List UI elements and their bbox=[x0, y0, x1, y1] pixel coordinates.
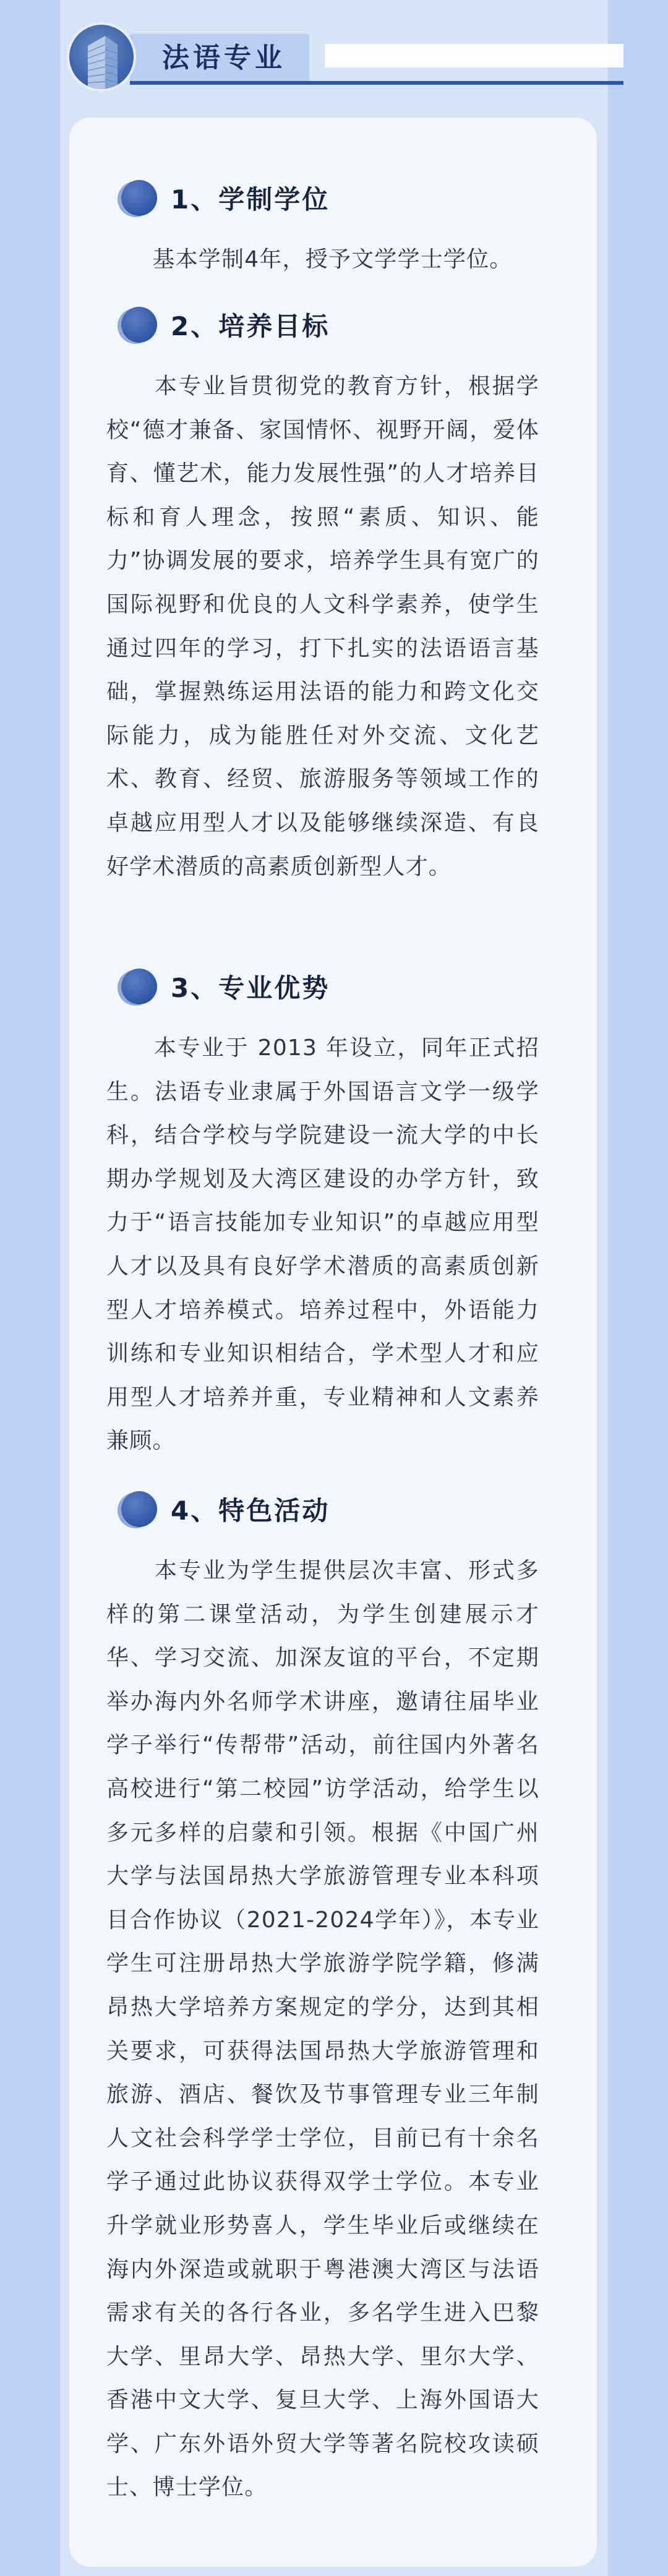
circle-bullet-icon bbox=[121, 307, 157, 343]
circle-bullet-icon bbox=[121, 1491, 157, 1527]
section-heading-3 bbox=[121, 965, 330, 1008]
section-title: 1、学制学位 bbox=[171, 184, 330, 215]
section-heading-4 bbox=[121, 1487, 330, 1531]
circle-bullet-icon bbox=[121, 969, 157, 1004]
section-body-2: 本专业旨贯彻党的教育方针，根据学校“德才兼备、家国情怀、视野开阔，爱体育、懂艺术，能力发展性强”的人才培养目标和育人理念，按照“素质、知识、能力”协调发展的要求，培养学生具有宽广的国际视野和优良的人文科学素养，使学生通过四年的学习，打下扎实的法语语言基础，掌握熟练运用法语的能力和跨文化交际能力，成为能胜任对外交流、文化艺术、教育、经贸、旅游服务等领域工作的卓越应用型人才以及能够继续深造、有良好学术潜质的高素质创新型人才。 bbox=[106, 374, 539, 879]
building-icon bbox=[69, 25, 134, 89]
section-body-3: 本专业于 2013 年设立，同年正式招生。法语专业隶属于外国语言文学一级学科，结合学校与学院建设一流大学的中长期办学规划及大湾区建设的办学方针，致力于“语言技能加专业知识”的卓越应用型人才以及具有良好学术潜质的高素质创新型人才培养模式。培养过程中，外语能力训练和专业知识相结合，学术型人才和应用型人才培养并重，专业精神和人文素养兼顾。 bbox=[106, 1035, 539, 1454]
page-header bbox=[0, 0, 668, 111]
page-title: 法语专业 bbox=[162, 42, 286, 74]
circle-bullet-icon bbox=[121, 180, 157, 216]
section-title: 3、专业优势 bbox=[171, 973, 330, 1003]
section-heading-2 bbox=[121, 303, 330, 346]
section-title: 4、特色活动 bbox=[171, 1496, 330, 1526]
header-bar bbox=[325, 44, 623, 67]
section-body-1: 基本学制4年，授予文学学士学位。 bbox=[106, 247, 513, 272]
header-underline bbox=[130, 81, 623, 85]
section-body-4: 本专业为学生提供层次丰富、形式多样的第二课堂活动，为学生创建展示才华、学习交流、加深友谊的平台，不定期举办海内外名师学术讲座，邀请往届毕业学子举行“传帮带”活动，前往国内外著名高校进行“第二校园”访学活动，给学生以多元多样的启蒙和引领。根据《中国广州大学与法国昂热大学旅游管理专业本科项目合作协议（2021-2024学年）》，本专业学生可注册昂热大学旅游学院学籍，修满昂热大学培养方案规定的学分，达到其相关要求，可获得法国昂热大学旅游管理和旅游、酒店、餐饮及节事管理专业三年制人文社会科学学士学位，目前已有十余名学子通过此协议获得双学士学位。本专业升学就业形势喜人，学生毕业后或继续在海内外深造或就职于粤港澳大湾区与法语需求有关的各行各业，多名学生进入巴黎大学、里昂大学、昂热大学、里尔大学、香港中文大学、复旦大学、上海外国语大学、广东外语外贸大学等著名院校攻读硕士、博士学位。 bbox=[106, 1558, 539, 2501]
section-title: 2、培养目标 bbox=[171, 311, 330, 341]
section-heading-1 bbox=[121, 176, 330, 220]
